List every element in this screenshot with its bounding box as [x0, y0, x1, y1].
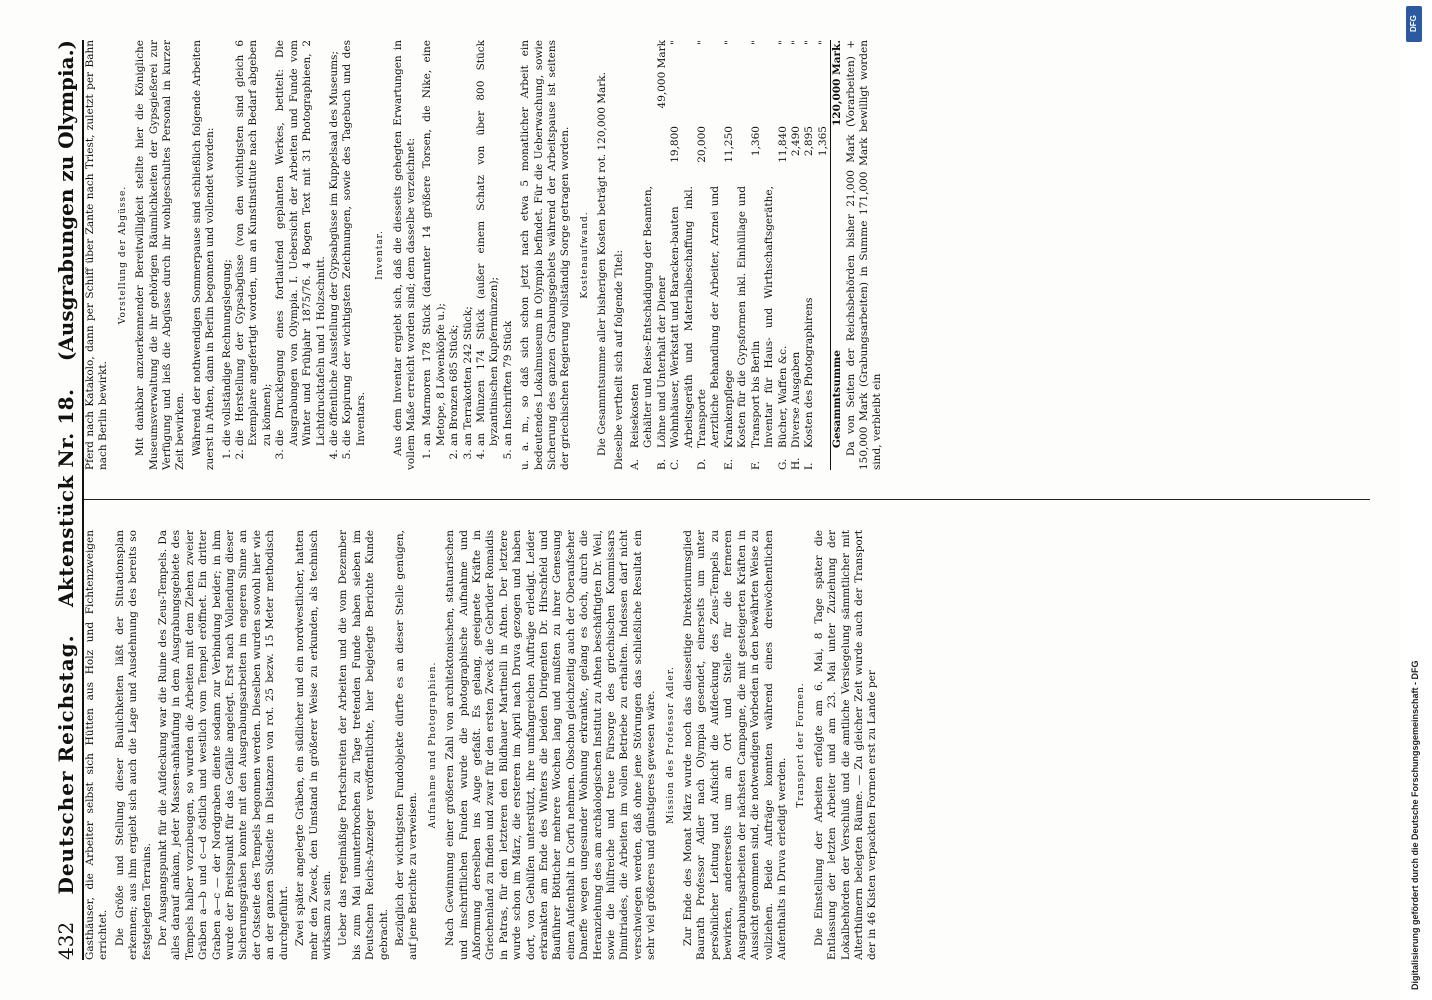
list-item: 3. an Terrakotten 242 Stück;	[462, 40, 475, 446]
publication-title: Deutscher Reichstag.	[54, 634, 78, 895]
inventory-list	[421, 40, 515, 470]
dfg-logo: DFG	[1406, 6, 1422, 42]
paragraph: Da von Seiten der Reichsbehörden bisher 21,000 Mark (Vorarbeiten) + 150,000 Mark (Grabungsarbeiten) in Summe 171,000 Mark bewilligt worden sind, verbleibt ein	[844, 40, 884, 470]
cost-letter: G.	[776, 458, 789, 470]
work-list	[221, 40, 368, 470]
paragraph: Dieselbe vertheilt sich auf folgende Titel:	[612, 249, 625, 470]
cost-amount	[642, 126, 669, 186]
cost-label: Wohnhäuser, Werkstatt und Baracken-bauten	[669, 206, 682, 448]
cost-amount: 11,250	[722, 126, 735, 163]
cost-table	[629, 40, 845, 470]
cost-label: Kosten des Photographirens	[803, 297, 816, 448]
cost-amount: 1,365	[816, 126, 829, 157]
table-row	[669, 40, 682, 470]
cost-subtotal: "	[669, 40, 682, 45]
cost-subtotal: "	[803, 40, 816, 45]
list-item: 1. die vollständige Rechnungslegung;	[221, 40, 234, 446]
cost-letter: I.	[803, 462, 816, 470]
table-row	[642, 40, 669, 470]
cost-subtotal: "	[722, 40, 735, 45]
cost-label: Diverse Ausgaben	[789, 351, 802, 448]
cost-letter: A.	[629, 459, 642, 470]
cost-label: Arbeitsgeräth und Materialbeschaffung inkl. Transporte	[682, 186, 709, 448]
cost-amount	[629, 126, 642, 186]
table-row	[683, 40, 710, 470]
paragraph: Die Gesammtsumme aller bisherigen Kosten beträgt rot. 120,000 Mark.	[596, 72, 609, 456]
table-row	[790, 40, 803, 470]
section-heading: Aufnahme und Photographien.	[427, 661, 438, 829]
cost-letter: D.	[696, 458, 709, 470]
cost-letter: F.	[749, 461, 762, 470]
list-item: 2. die Herstellung der Gypsabgüsse (von den wichtigsten sind gleich 6 Exemplare angefertigt worden, um an Kunstinstitute nach Bedarf abgeben zu können);	[234, 40, 274, 446]
table-row	[763, 40, 790, 470]
cost-label: Aerztliche Behandlung der Arbeiter, Arznei und Krankenpflege	[709, 186, 735, 448]
paragraph: Ueber das regelmäßige Fortschreiten der Arbeiten und die vom Dezember bis zum Mai ununterbrochen zu Tage tretenden Funde haben sieben im Deutschen Reichs-Anzeiger veröffentlichte, hier beigelegte Berichte Kunde gebracht.	[337, 530, 390, 960]
section-heading: Transport der Formen.	[796, 682, 807, 808]
cost-letter: H.	[789, 457, 802, 470]
paragraph: Der Ausgangspunkt für die Aufdeckung war die Ruine des Zeus-Tempels. Da alles darauf ankam, jeder Massen-anhäufung in dem Ausgrabungsgebiete des Tempels halber vorzubeugen, so wurden die Arbeiten mit dem Ziehen zweier Gräben a—b und c—d östlich und westlich vom Tempel eröffnet. Ein dritter Graben a—c — der Nordgraben diente sodann zur Verbindung beider; in ihm wurde der Breitspunkt für das Gefälle angelegt. Erst nach Vollendung dieser Sicherungsgräben konnte mit den Ausgrabungsarbeiten im engeren Sinne an der Ostseite des Tempels begonnen werden. Dieselben wurden sowohl hier wie an der ganzen Südseite in Distanzen von rot. 25 bezw. 15 Meter methodisch durchgeführt.	[157, 530, 290, 960]
table-row	[736, 40, 763, 470]
total-label: Gesammtsumme	[831, 186, 845, 448]
paragraph: Bezüglich der wichtigsten Fundobjekte dürfte es an dieser Stelle genügen, auf jene Berichte zu verweisen.	[393, 530, 420, 960]
section-heading: Vorstellung der Abgüsse.	[117, 185, 128, 325]
paragraph: Während der nothwendigen Sommerpause sind schließlich folgende Arbeiten zuerst in Athen, dann in Berlin begonnen und vollendet worden:	[190, 40, 217, 470]
table-row	[803, 40, 816, 470]
cost-label: Gehälter und Reise-Entschädigung der Beamten, Löhne und Unterhalt der Diener	[642, 186, 668, 448]
cost-letter	[817, 448, 831, 470]
cost-subtotal: "	[696, 40, 709, 45]
total-row	[831, 40, 845, 470]
section-heading: Kostenaufwand.	[579, 211, 590, 299]
cost-subtotal: 49,000 Mark	[655, 40, 668, 109]
cost-subtotal: "	[749, 40, 762, 45]
cost-amount: 1,360	[749, 126, 762, 157]
cost-letter: C.	[669, 459, 682, 470]
digitization-credit	[1406, 0, 1426, 1000]
paragraph: Gasthäuser, die Arbeiter selbst sich Hütten aus Holz und Fichtenzweigen errichtet.	[84, 530, 110, 960]
right-column	[84, 40, 1370, 470]
paragraph: Pferd nach Katakolo, dann per Schiff über Zante nach Triest, zuletzt per Bahn nach Berlin bewirkt.	[84, 40, 110, 470]
paragraph: Aus dem Inventar ergiebt sich, daß die diesseits gehegten Erwartungen in vollem Maße erreicht worden sind; dem dasselbe verzeichnet:	[391, 40, 417, 470]
list-item: 5. die Kopirung der wichtigsten Zeichnungen, sowie des Tagebuch und des Inventars.	[341, 40, 368, 446]
paragraph: Zwei später angelegte Gräben, ein südlicher und ein nordwestlicher, hatten mehr den Zweck, den Umstand in größerer Weise zu erkunden, als technisch wirksam zu sein.	[294, 530, 333, 960]
section-heading: Inventar.	[375, 230, 386, 280]
cost-amount: 2,895	[803, 126, 816, 157]
paragraph: u. a. m., so daß sich schon jetzt nach etwa 5 monatlicher Arbeit ein bedeutendes Lokalmuseum in Olympia befindet. Für die Ueberwachung, sowie Sicherung des ganzen Grabungsgebiets während der Arbeitspause ist seitens der griechischen Regierung vollständig Sorge getragen worden.	[519, 40, 572, 470]
page-header	[40, 40, 84, 960]
cost-letter: E.	[722, 458, 735, 470]
paragraph: Die Größe und Stellung dieser Baulichkeiten läßt der Situationsplan erkennen; aus ihm ergiebt sich auch die Lage und Ausdehnung des bereits so festgelegten Terrains.	[113, 530, 153, 960]
cost-amount: 2,490	[789, 126, 802, 157]
cost-letter: B.	[655, 458, 668, 470]
cost-amount	[831, 126, 845, 186]
total-value: 120,000 Mark.	[831, 40, 844, 127]
cost-letter	[831, 448, 845, 470]
list-item: 3. die Drucklegung eines fortlaufend geplanten Werkes, betitelt: Die Ausgrabungen von Olympia. I. Uebersicht der Arbeiten und Funde vom Winter und Frühjahr 1875/76. 4 Bogen Text mit 31 Photographieen, 2 Lichtdrucktafeln und 1 Holzschnitt.	[274, 40, 328, 446]
page-number: 432	[54, 921, 78, 960]
paragraph: Die Einstellung der Arbeiten erfolgte am 6. Mai, 8 Tage später die Entlassung der letzten Arbeiter und am 23. Mai unter Zuziehung der Lokalbehörden der Verschluß und die amtliche Versiegelung sämmtlicher mit Alterthümern belegten Räume. — Zu gleicher Zeit wurde auch der Transport der in 46 Kisten verpackten Formen erst zu Lande per	[812, 530, 879, 960]
list-item: 4. an Münzen 174 Stück (außer einem Schatz von über 800 Stück byzantinischen Kupfermünzen);	[475, 40, 502, 446]
paragraph: Mit dankbar anzuerkennender Bereitwilligkeit stellte hier die Königliche Museumsverwaltung die ihr gehörigen Räumlichkeiten der Gypsgießerei zur Verfügung und ließ die Abgüsse durch ihr wohlgeschultes Personal in kurzer Zeit bewirken.	[134, 40, 187, 470]
document-number: Aktenstück Nr. 18.	[54, 388, 78, 608]
cost-label: Reisekosten	[629, 383, 642, 448]
cost-subtotal	[629, 40, 642, 126]
cost-label	[817, 186, 831, 448]
table-row	[709, 40, 736, 470]
list-item: 5. an Inschriften 79 Stück	[502, 40, 515, 446]
left-column	[84, 530, 1370, 960]
cost-amount: 11,840	[776, 126, 789, 163]
document-topic: (Ausgrabungen zu Olympia.)	[54, 40, 78, 362]
table-row	[629, 40, 642, 470]
cost-label: Inventar für Haus- und Wirthschaftsgeräthe, Bücher, Waffen &c.	[763, 186, 789, 448]
paragraph: Nach Gewinnung einer größeren Zahl von architektonischen, statuarischen und inschriftlichen Funden wurde die photographische Aufnahme und Abformung derselben ins Auge gefaßt. Es gelang, geeignete Kräfte in Griechenland zu finden und zwar für den ersten Zweck die Gebrüder Romaidis in Patras, für den letzteren den Bildhauer Martinelli in Athen. Der letztere wurde schon im März, die ersteren im April nach Druva gezogen und haben dort, von Gehülfen unterstützt, ihre umfangreichen Aufträge erledigt. Leider erkrankten am Ende des Winters die beiden Dirigenten Dr. Hirschfeld und Bauführer Bötticher mehrere Wochen lang und mußten zu ihrer Genesung einen Aufenthalt in Corfu nehmen. Obschon gleichzeitig auch der Oberaufseher Daneffe wegen ungesunder Wohnung erkrankte, gelang es doch, durch die Heranziehung des am archäologischen Institut zu Athen beschäftigten Dr. Weil, sowie die hülfreiche und treue Fürsorge des griechischen Kommissars Dimitriades, die Arbeiten im vollen Betriebe zu erhalten. Indessen darf nicht verschwiegen werden, daß ohne jene Störungen das schließliche Resultat ein sehr viel größeres und günstigeres gewesen wäre.	[444, 530, 658, 960]
paragraph: Zur Ende des Monat März wurde noch das diesseitige Direktoriumsglied Baurath Professor Adler nach Olympia gesendet, einerseits um unter persönlicher Leitung und Aufsicht die Aufdeckung des Zeus-Tempels zu bewirken, andererseits um an Ort und Stelle für die ferneren Ausgrabungsarbeiten der nächsten Campagne, die mit gesteigerten Kräften in Aussicht genommen sind, die notwendigen Vorbeden in den bewährten Weise zu vollziehen. Beide Aufträge konnten während eines dreiwöchentlichen Aufenthalts in Druva erledigt werden.	[682, 530, 788, 960]
cost-subtotal: "	[816, 40, 829, 45]
cost-amount: 19,800	[669, 126, 682, 163]
column-divider	[84, 499, 1370, 500]
cost-subtotal: "	[789, 40, 802, 45]
cost-subtotal: "	[776, 40, 789, 45]
list-item: 2. an Bronzen 685 Stück;	[448, 40, 461, 446]
credit-text: Digitalisierung gefördert durch die Deutsche Forschungsgemeinschaft - DFG	[1410, 660, 1420, 990]
list-item: 4. die öffentliche Ausstellung der Gypsabgüsse im Kuppelsaal des Museums;	[328, 40, 341, 446]
cost-amount: 20,000	[696, 126, 709, 163]
cost-label: Kosten für die Gypsformen inkl. Einhüllage und Transport bis Berlin	[736, 186, 762, 448]
section-heading: Mission des Professor Adler.	[665, 666, 676, 824]
table-row	[817, 40, 831, 470]
list-item: 1. an Marmoren 178 Stück (darunter 14 größere Torsen, die Nike, eine Metope, 8 Löwenköpfe u.);	[421, 40, 448, 446]
